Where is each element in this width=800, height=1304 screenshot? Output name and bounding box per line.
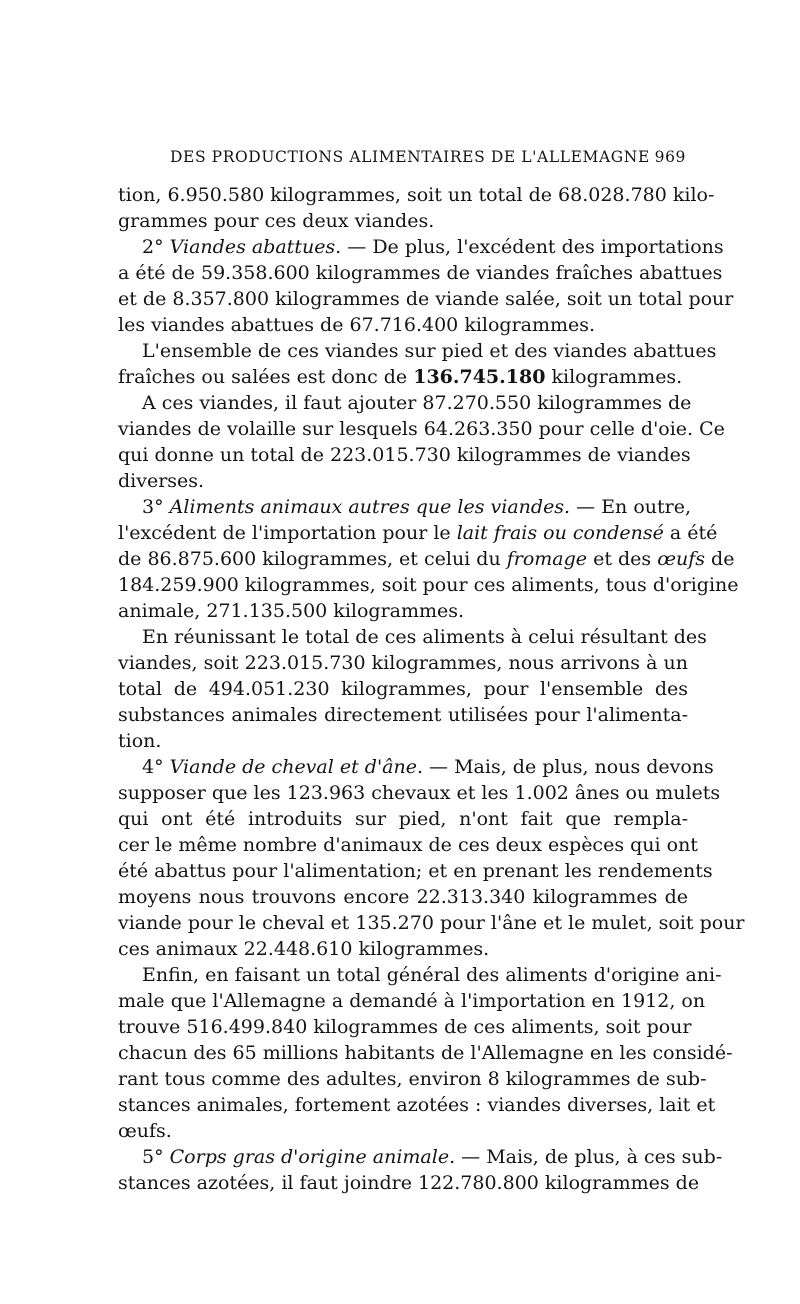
- text-run: 3°: [142, 496, 170, 518]
- text-run: L'ensemble de ces viandes sur pied et des viandes abattues: [142, 340, 717, 362]
- text-line: [118, 494, 692, 520]
- text-run: stances azotées, il faut joindre 122.780.800 kilogrammes de: [118, 1172, 700, 1194]
- text-run: kilogrammes.: [545, 366, 683, 388]
- text-line: [118, 572, 739, 598]
- text-line: [118, 624, 707, 650]
- text-run: animale, 271.135.500 kilogrammes.: [118, 600, 465, 622]
- text-run: total de 494.051.230 kilogrammes, pour l'ensemble des: [118, 678, 688, 700]
- text-run: Enfin, en faisant un total général des aliments d'origine ani-: [142, 964, 722, 986]
- text-run: 184.259.900 kilogrammes, soit pour ces aliments, tous d'origine: [118, 574, 739, 596]
- text-line: [118, 910, 745, 936]
- text-run: viandes, soit 223.015.730 kilogrammes, nous arrivons à un: [118, 652, 688, 674]
- text-run: — De plus, l'excédent des importations: [341, 236, 724, 258]
- text-line: [118, 1092, 716, 1118]
- running-header: [118, 148, 686, 172]
- text-line: [118, 780, 721, 806]
- text-line: [118, 806, 688, 832]
- text-run: cer le même nombre d'animaux de ces deux espèces qui ont: [118, 834, 698, 856]
- text-run: tion.: [118, 730, 162, 752]
- text-run: a été de 59.358.600 kilogrammes de viandes fraîches abattues: [118, 262, 723, 284]
- text-run: ces animaux 22.448.610 kilogrammes.: [118, 938, 490, 960]
- text-run: qui ont été introduits sur pied, n'ont fait que rempla-: [118, 808, 688, 830]
- text-line: [118, 1170, 700, 1196]
- italic-run: œufs: [657, 548, 706, 570]
- text-line: [118, 182, 715, 208]
- text-run: œufs.: [118, 1120, 172, 1142]
- text-run: diverses.: [118, 470, 205, 492]
- italic-run: Aliments animaux autres que les viandes.: [169, 496, 571, 518]
- text-run: 136.745.180: [413, 366, 546, 388]
- text-line: [118, 416, 725, 442]
- text-run: — Mais, de plus, à ces sub-: [455, 1146, 723, 1168]
- text-run: rant tous comme des adultes, environ 8 kilogrammes de sub-: [118, 1068, 707, 1090]
- text-line: [118, 234, 724, 260]
- text-line: [118, 1014, 692, 1040]
- text-run: 2°: [142, 236, 170, 258]
- text-run: les viandes abattues de 67.716.400 kilogrammes.: [118, 314, 596, 336]
- page-number: 969: [654, 148, 686, 166]
- italic-run: fromage: [506, 548, 588, 570]
- italic-run: Viande de cheval et d'âne.: [169, 756, 424, 778]
- running-title: DES PRODUCTIONS ALIMENTAIRES DE L'ALLEMAGNE: [170, 148, 650, 166]
- text-run: En réunissant le total de ces aliments à celui résultant des: [142, 626, 707, 648]
- text-run: a été: [663, 522, 718, 544]
- text-line: [118, 312, 688, 338]
- text-run: été abattus pour l'alimentation; et en prenant les rendements: [118, 860, 713, 882]
- text-line: [118, 546, 735, 572]
- text-line: [118, 598, 688, 624]
- text-run: 5°: [142, 1146, 170, 1168]
- text-line: [118, 988, 706, 1014]
- text-run: stances animales, fortement azotées : viandes diverses, lait et: [118, 1094, 716, 1116]
- text-line: [118, 858, 713, 884]
- text-run: grammes pour ces deux viandes.: [118, 210, 435, 232]
- text-line: [118, 1144, 723, 1170]
- text-run: — En outre,: [570, 496, 692, 518]
- text-run: chacun des 65 millions habitants de l'Allemagne en les considé-: [118, 1042, 733, 1064]
- text-run: fraîches ou salées est donc de: [118, 366, 414, 388]
- text-line: [118, 468, 688, 494]
- text-run: trouve 516.499.840 kilogrammes de ces aliments, soit pour: [118, 1016, 692, 1038]
- text-line: [118, 338, 717, 364]
- text-line: [118, 390, 692, 416]
- text-line: [118, 650, 688, 676]
- text-run: 4°: [142, 756, 170, 778]
- text-line: [118, 884, 688, 910]
- text-run: viandes de volaille sur lesquels 64.263.350 pour celle d'oie. Ce: [118, 418, 725, 440]
- text-run: de: [705, 548, 735, 570]
- text-run: viande pour le cheval et 135.270 pour l'âne et le mulet, soit pour: [118, 912, 745, 934]
- text-run: et de 8.357.800 kilogrammes de viande salée, soit un total pour: [118, 288, 734, 310]
- text-line: [118, 754, 714, 780]
- text-run: A ces viandes, il faut ajouter 87.270.550 kilogrammes de: [142, 392, 692, 414]
- italic-run: lait frais ou condensé: [456, 522, 664, 544]
- text-line: [118, 260, 723, 286]
- body-text: [118, 182, 745, 1196]
- text-line: [118, 520, 718, 546]
- text-line: [118, 936, 688, 962]
- text-line: [118, 832, 698, 858]
- italic-run: Corps gras d'origine animale.: [169, 1146, 456, 1168]
- text-run: moyens nous trouvons encore 22.313.340 kilogrammes de: [118, 886, 688, 908]
- text-run: l'excédent de l'importation pour le: [118, 522, 457, 544]
- text-run: de 86.875.600 kilogrammes, et celui du: [118, 548, 507, 570]
- italic-run: Viandes abattues.: [169, 236, 342, 258]
- text-line: [118, 364, 688, 390]
- text-line: [118, 1118, 688, 1144]
- text-line: [118, 1066, 707, 1092]
- text-run: et des: [587, 548, 658, 570]
- text-line: [118, 676, 688, 702]
- text-run: male que l'Allemagne a demandé à l'importation en 1912, on: [118, 990, 706, 1012]
- text-line: [118, 1040, 733, 1066]
- text-line: [118, 442, 691, 468]
- text-line: [118, 208, 688, 234]
- text-run: tion, 6.950.580 kilogrammes, soit un total de 68.028.780 kilo-: [118, 184, 715, 206]
- text-line: [118, 962, 722, 988]
- text-run: qui donne un total de 223.015.730 kilogrammes de viandes: [118, 444, 691, 466]
- text-run: — Mais, de plus, nous devons: [423, 756, 714, 778]
- text-line: [118, 286, 734, 312]
- text-line: [118, 728, 688, 754]
- text-line: [118, 702, 688, 728]
- text-run: substances animales directement utilisées pour l'alimenta-: [118, 704, 688, 726]
- text-run: supposer que les 123.963 chevaux et les 1.002 ânes ou mulets: [118, 782, 721, 804]
